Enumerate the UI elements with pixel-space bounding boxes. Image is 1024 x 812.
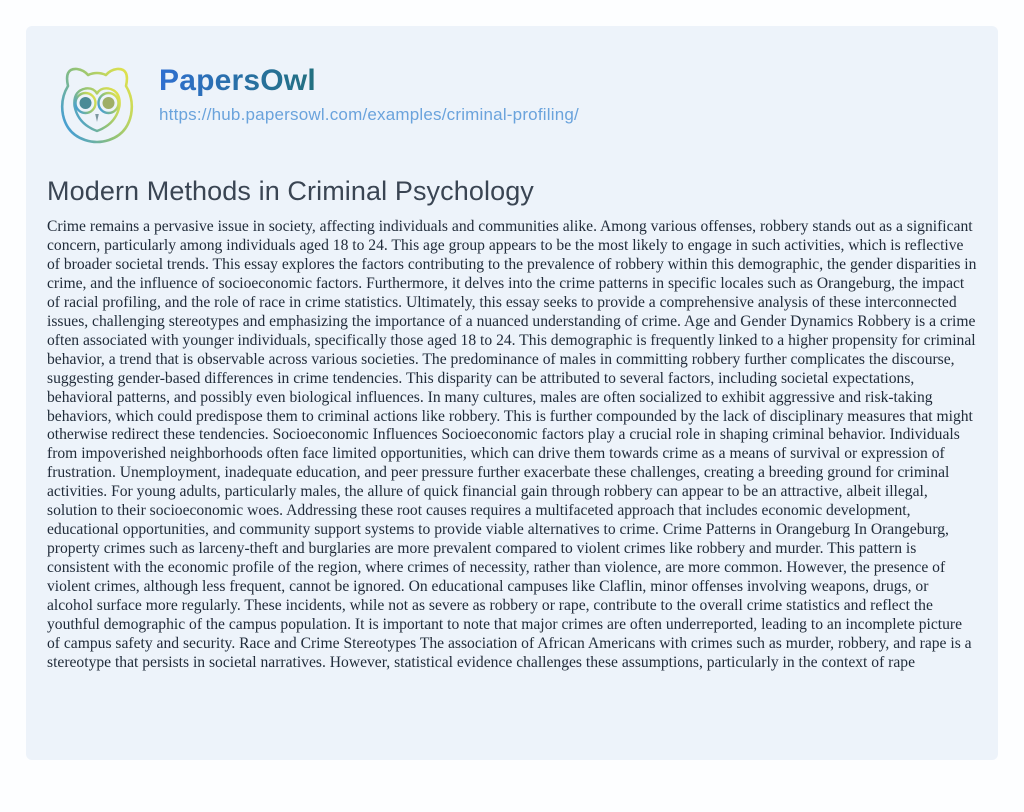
document-page (26, 26, 998, 760)
papersowl-owl-logo-icon (47, 55, 147, 155)
site-header (47, 55, 977, 155)
essay-body-text: Crime remains a pervasive issue in society, affecting individuals and communities alike. Among various offenses, robbery stands out as a significant concern, particularly among individuals aged 18 to 24. This age group appears to be the most likely to engage in such activities, which is reflective of broader societal trends. This essay explores the factors contributing to the prevalence of robbery within this demographic, the gender disparities in crime, and the influence of socioeconomic factors. Furthermore, it delves into the crime patterns in specific locales such as Orangeburg, the impact of racial profiling, and the role of race in crime statistics. Ultimately, this essay seeks to provide a comprehensive analysis of these interconnected issues, challenging stereotypes and emphasizing the importance of a nuanced understanding of crime. Age and Gender Dynamics Robbery is a crime often associated with younger individuals, specifically those aged 18 to 24. This demographic is frequently linked to a higher propensity for criminal behavior, a trend that is observable across various societies. The predominance of males in committing robbery further complicates the discourse, suggesting gender-based differences in crime tendencies. This disparity can be attributed to several factors, including societal expectations, behavioral patterns, and possibly even biological influences. In many cultures, males are often socialized to exhibit aggressive and risk-taking behaviors, which could predispose them to criminal actions like robbery. This is further compounded by the lack of disciplinary measures that might otherwise redirect these tendencies. Socioeconomic Influences Socioeconomic factors play a crucial role in shaping criminal behavior. Individuals from impoverished neighborhoods often face limited opportunities, which can drive them towards crime as a means of survival or expression of frustration. Unemployment, inadequate education, and peer pressure further exacerbate these challenges, creating a breeding ground for criminal activities. For young adults, particularly males, the allure of quick financial gain through robbery can appear to be an attractive, albeit illegal, solution to their socioeconomic woes. Addressing these root causes requires a multifaceted approach that includes economic development, educational opportunities, and community support systems to provide viable alternatives to crime. Crime Patterns in Orangeburg In Orangeburg, property crimes such as larceny-theft and burglaries are more prevalent compared to violent crimes like robbery and murder. This pattern is consistent with the economic profile of the region, where crimes of necessity, rather than violence, are more common. However, the presence of violent crimes, although less frequent, cannot be ignored. On educational campuses like Claflin, minor offenses involving weapons, drugs, or alcohol surface more regularly. These incidents, while not as severe as robbery or rape, contribute to the overall crime statistics and reflect the youthful demographic of the campus population. It is important to note that major crimes are often underreported, leading to an incomplete picture of campus safety and security. Race and Crime Stereotypes The association of African Americans with crimes such as murder, robbery, and rape is a stereotype that persists in societal narratives. However, statistical evidence challenges these assumptions, particularly in the context of rape (47, 218, 977, 671)
source-url-link[interactable]: https://hub.papersowl.com/examples/criminal-profiling/ (159, 105, 579, 124)
brand-block (159, 64, 579, 125)
brand-wordmark: PapersOwl (159, 64, 579, 98)
page-title: Modern Methods in Criminal Psychology (47, 176, 534, 206)
